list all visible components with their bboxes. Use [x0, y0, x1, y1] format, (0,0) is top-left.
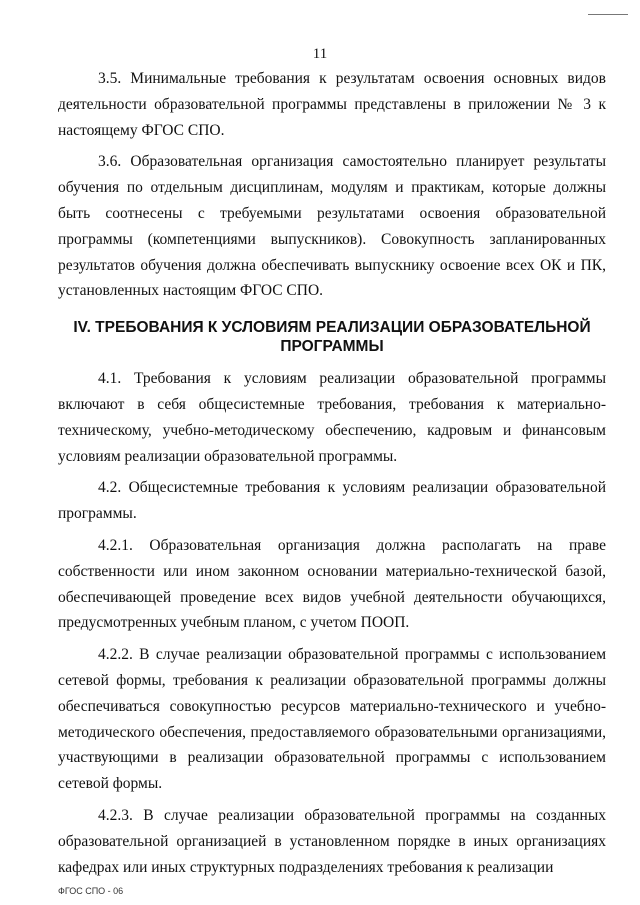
section-heading: IV. ТРЕБОВАНИЯ К УСЛОВИЯМ РЕАЛИЗАЦИИ ОБРАЗОВАТЕЛЬНОЙ ПРОГРАММЫ	[73, 319, 591, 356]
paragraph-3-6: 3.6. Образовательная организация самостоятельно планирует результаты обучения по отдельным дисциплинам, модулям и практикам, которые должны быть соотнесены с требуемыми результатами освоения образовательной программы (компетенциями выпускников). Совокупность запланированных результатов обучения должна обеспечивать выпускнику освоение всех ОК и ПК, установленных настоящим ФГОС СПО.	[58, 153, 606, 300]
paragraph-4-2-1: 4.2.1. Образовательная организация должна располагать на праве собственности или ином законном основании материально-технической базой, обеспечивающей проведение всех видов учебной деятельности обучающихся, предусмотренных учебным планом, с учетом ПООП.	[58, 536, 606, 632]
corner-rule	[588, 14, 628, 15]
paragraph-4-2: 4.2. Общесистемные требования к условиям реализации образовательной программы.	[58, 479, 606, 523]
paragraph-4-1: 4.1. Требования к условиям реализации образовательной программы включают в себя общесистемные требования, требования к материально-техническому, учебно-методическому обеспечению, кадровым и финансовым условиям реализации образовательной программы.	[58, 370, 606, 465]
document-body	[58, 66, 606, 886]
paragraph-4-2-3: 4.2.3. В случае реализации образовательной программы на созданных образовательной организацией в установленном порядке в иных организациях кафедрах или иных структурных подразделениях требования к реализации	[58, 806, 606, 876]
footer-label: ФГОС СПО - 06	[58, 886, 124, 896]
paragraph-4-2-2: 4.2.2. В случае реализации образовательной программы с использованием сетевой формы, требования к реализации образовательной программы должны обеспечиваться совокупностью ресурсов материально-технического и учебно-методического обеспечения, предоставляемого образовательными организациями, участвующими в реализации образовательной программы с использованием сетевой формы.	[58, 646, 606, 793]
page-number: 11	[312, 46, 328, 62]
paragraph-3-5: 3.5. Минимальные требования к результатам освоения основных видов деятельности образовательной программы представлены в приложении № 3 к настоящему ФГОС СПО.	[58, 70, 606, 139]
